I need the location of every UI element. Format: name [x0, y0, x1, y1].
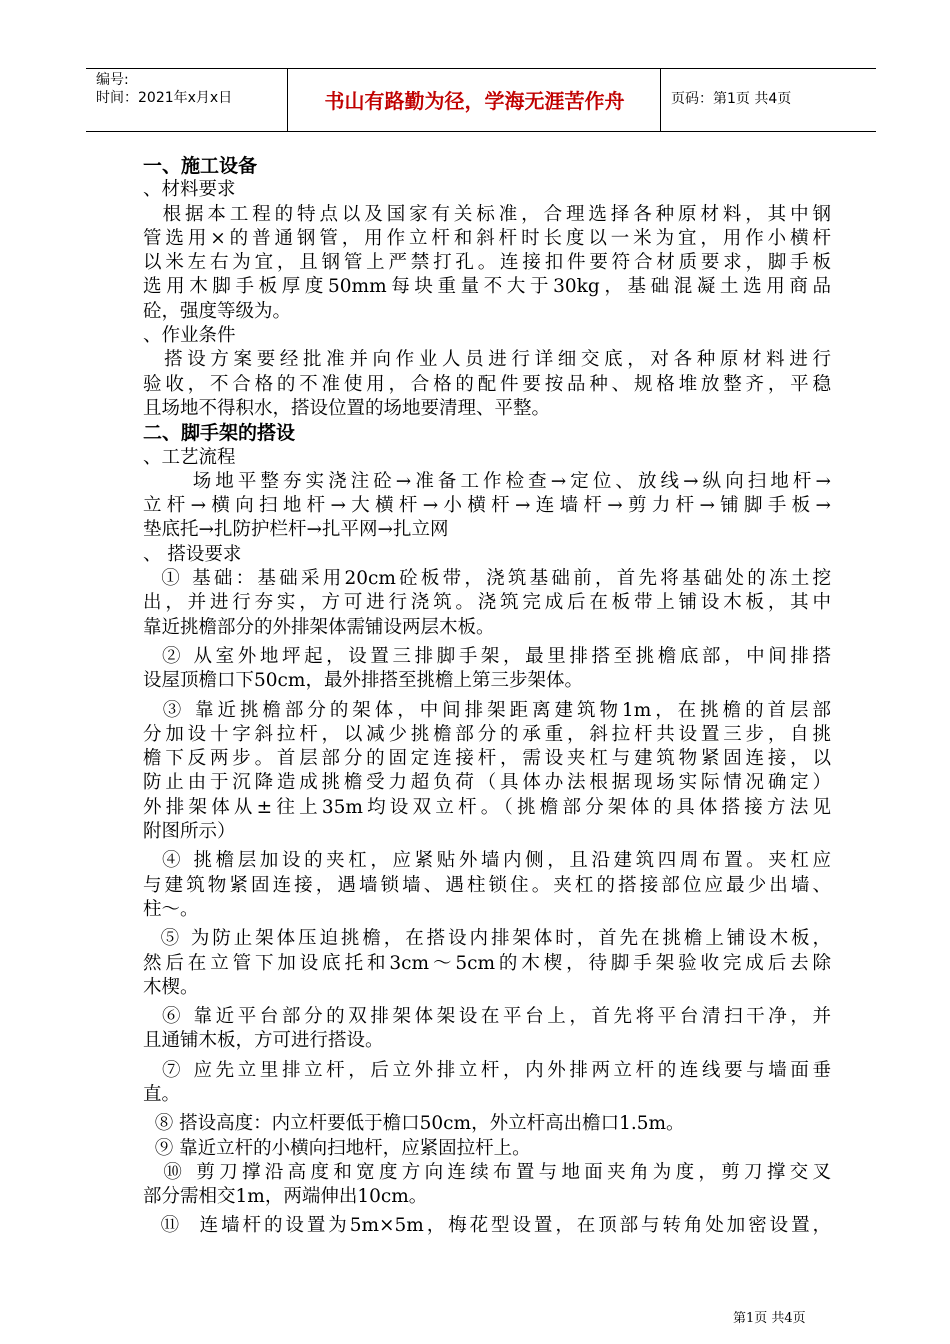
- list-item-line: 部分需相交1m，两端伸出10cm。: [143, 1186, 428, 1208]
- paragraph-line: 根据本工程的特点以及国家有关标准，合理选择各种原材料，其中钢: [143, 203, 831, 225]
- subsection-heading: 、材料要求: [143, 179, 236, 201]
- paragraph-line: 搭设方案要经批准并向作业人员进行详细交底，对各种原材料进行: [143, 349, 831, 371]
- list-item-line: ⑤ 为防止架体压迫挑檐，在搭设内排架体时，首先在挑檐上铺设木板，: [143, 928, 831, 950]
- paragraph-line: 验收，不合格的不准使用，合格的配件要按品种、规格堆放整齐，平稳: [143, 373, 831, 395]
- list-item-line: ⑦ 应先立里排立杆，后立外排立杆，内外排两立杆的连线要与墙面垂: [143, 1059, 831, 1081]
- section-heading: 二、脚手架的搭设: [143, 422, 296, 445]
- list-item-line: ③ 靠近挑檐部分的架体，中间排架距离建筑物1m，在挑檐的首层部: [143, 699, 831, 721]
- paragraph-line: 场地平整夯实浇注砼→准备工作检查→定位、放线→纵向扫地杆→: [143, 470, 831, 492]
- paragraph-line: 且场地不得积水，搭设位置的场地要清理、平整。: [143, 397, 551, 419]
- date-label: 时间：2021年x月x日: [96, 90, 233, 106]
- list-item-line: 直。: [143, 1083, 181, 1105]
- header-motto: 书山有路勤为径，学海无涯苦作舟: [324, 89, 625, 113]
- subsection-heading: 、作业条件: [143, 325, 236, 347]
- paragraph-line: 以米左右为宜，且钢管上严禁打孔。连接扣件要符合材质要求，脚手板: [143, 252, 831, 274]
- list-item-line: ⑧ 搭设高度：内立杆要低于檐口50cm，外立杆高出檐口1.5m。: [143, 1113, 685, 1135]
- list-item-line: 柱～。: [143, 898, 199, 920]
- list-item-line: 靠近挑檐部分的外排架体需铺设两层木板。: [143, 616, 495, 638]
- list-item-line: ⑨ 靠近立杆的小横向扫地杆，应紧固拉杆上。: [143, 1137, 531, 1159]
- header-info-cell: [86, 69, 288, 131]
- list-item-line: 檐下反两步。首层部分的固定连接杆，需设夹杠与建筑物紧固连接，以: [143, 748, 831, 770]
- subsection-heading: 、工艺流程: [143, 446, 236, 468]
- header-page-info: 页码：第1页 共4页: [671, 91, 792, 107]
- list-item-line: 且通铺木板，方可进行搭设。: [143, 1030, 384, 1052]
- list-item-line: 外排架体从±往上35m均设双立杆。（挑檐部分架体的具体搭接方法见: [143, 796, 831, 818]
- list-item-line: 分加设十字斜拉杆，以减少挑檐部分的承重，斜拉杆共设置三步，自挑: [143, 723, 831, 745]
- list-item-line: ⑪ 连墙杆的设置为5m×5m，梅花型设置，在顶部与转角处加密设置，: [143, 1215, 831, 1237]
- list-item-line: ⑥ 靠近平台部分的双排架体架设在平台上，首先将平台清扫干净，并: [143, 1006, 831, 1028]
- document-body: [143, 154, 831, 1239]
- serial-number-label: 编号:: [96, 72, 129, 88]
- list-item-line: ④ 挑檐层加设的夹杠，应紧贴外墙内侧，且沿建筑四周布置。夹杠应: [143, 850, 831, 872]
- list-item-line: 附图所示）: [143, 821, 236, 843]
- list-item-line: 然后在立管下加设底托和3cm～5cm的木楔，待脚手架验收完成后去除: [143, 952, 831, 974]
- section-heading: 一、施工设备: [143, 155, 258, 177]
- list-item-line: ⑩ 剪刀撑沿高度和宽度方向连续布置与地面夹角为度，剪刀撑交叉: [143, 1161, 831, 1183]
- list-item-line: 木楔。: [143, 976, 199, 998]
- page-footer: 第1页 共4页: [733, 1311, 806, 1326]
- header-page-cell: [661, 69, 876, 131]
- paragraph-line: 管选用×的普通钢管，用作立杆和斜杆时长度以一米为宜，用作小横杆: [143, 227, 831, 249]
- list-item-line: ② 从室外地坪起，设置三排脚手架，最里排搭至挑檐底部，中间排搭: [143, 645, 831, 667]
- list-item-line: 出，并进行夯实，方可进行浇筑。浇筑完成后在板带上铺设木板，其中: [143, 592, 831, 614]
- header-motto-cell: [288, 69, 661, 131]
- paragraph-line: 选用木脚手板厚度50mm每块重量不大于30kg，基础混凝土选用商品: [143, 276, 831, 298]
- list-item-line: 防止由于沉降造成挑檐受力超负荷（具体办法根据现场实际情况确定）: [143, 772, 831, 794]
- list-item-line: ① 基础：基础采用20cm砼板带，浇筑基础前，首先将基础处的冻土挖: [143, 568, 831, 590]
- page-header: [86, 68, 876, 132]
- list-item-line: 与建筑物紧固连接，遇墙锁墙、遇柱锁住。夹杠的搭接部位应最少出墙、: [143, 874, 831, 896]
- paragraph-line: 立杆→横向扫地杆→大横杆→小横杆→连墙杆→剪力杆→铺脚手板→: [143, 495, 831, 517]
- paragraph-line: 砼，强度等级为。: [143, 300, 292, 322]
- list-item-line: 设屋顶檐口下50cm，最外排搭至挑檐上第三步架体。: [143, 670, 583, 692]
- paragraph-line: 垫底托→扎防护栏杆→扎平网→扎立网: [143, 519, 449, 541]
- subsection-heading: 、 搭设要求: [143, 543, 242, 565]
